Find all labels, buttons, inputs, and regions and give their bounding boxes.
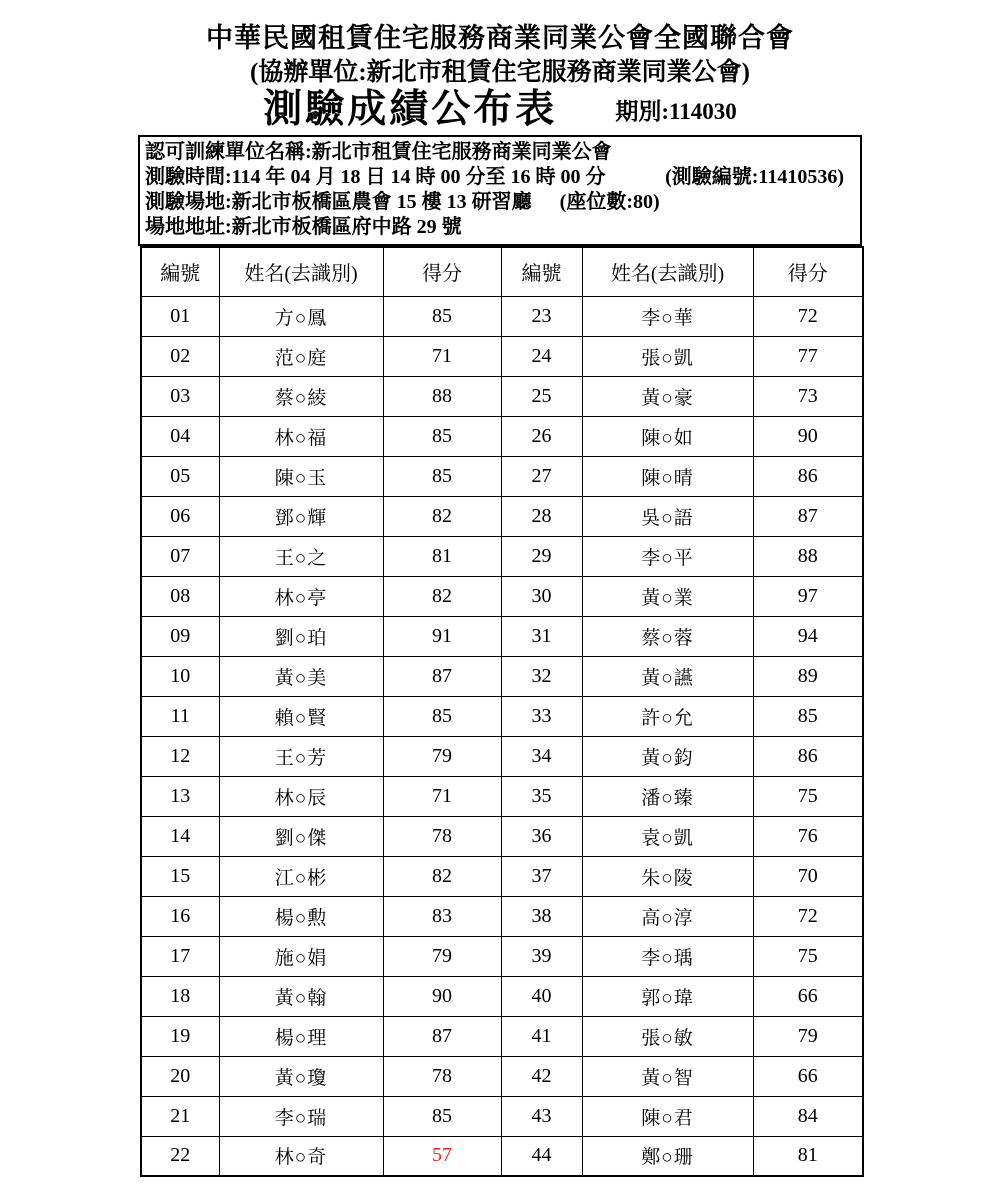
- score-cell: 90: [383, 976, 501, 1016]
- header-row: [141, 247, 863, 296]
- name-cell: 賴○賢: [219, 696, 383, 736]
- name-cell: 黃○美: [219, 656, 383, 696]
- name-cell: 蔡○綾: [219, 376, 383, 416]
- name-cell: 郭○瑋: [582, 976, 753, 1016]
- name-cell: 黃○鈞: [582, 736, 753, 776]
- name-cell: 楊○理: [219, 1016, 383, 1056]
- seat-number-cell: 37: [501, 856, 582, 896]
- info-line-address: [145, 215, 852, 240]
- exam-number-text: (測驗編號:11410536): [665, 166, 844, 188]
- name-cell: 王○芳: [219, 736, 383, 776]
- table-row: [141, 416, 863, 456]
- seat-number-cell: 34: [501, 736, 582, 776]
- seat-number-cell: 16: [141, 896, 219, 936]
- score-cell: 94: [753, 616, 863, 656]
- seat-number-cell: 17: [141, 936, 219, 976]
- score-cell: 85: [383, 416, 501, 456]
- score-cell: 82: [383, 856, 501, 896]
- name-cell: 許○允: [582, 696, 753, 736]
- score-cell: 82: [383, 576, 501, 616]
- name-cell: 張○敏: [582, 1016, 753, 1056]
- seat-number-cell: 18: [141, 976, 219, 1016]
- name-cell: 林○辰: [219, 776, 383, 816]
- seat-number-cell: 21: [141, 1096, 219, 1136]
- score-cell: 91: [383, 616, 501, 656]
- score-table: [140, 246, 864, 1177]
- venue-text: 測驗場地:新北市板橋區農會 15 樓 13 研習廳: [145, 191, 532, 213]
- seat-number-cell: 20: [141, 1056, 219, 1096]
- name-cell: 李○華: [582, 296, 753, 336]
- table-row: [141, 976, 863, 1016]
- seat-number-cell: 22: [141, 1136, 219, 1176]
- seat-number-cell: 31: [501, 616, 582, 656]
- seat-number-cell: 24: [501, 336, 582, 376]
- column-header: 得分: [383, 247, 501, 296]
- info-line-exam-time: [145, 165, 852, 190]
- column-header: 姓名(去識別): [219, 247, 383, 296]
- score-cell: 85: [753, 696, 863, 736]
- name-cell: 張○凱: [582, 336, 753, 376]
- table-row: [141, 656, 863, 696]
- seat-number-cell: 43: [501, 1096, 582, 1136]
- table-row: [141, 1016, 863, 1056]
- info-line-training-unit: [145, 140, 852, 165]
- score-cell: 75: [753, 776, 863, 816]
- score-cell: 66: [753, 1056, 863, 1096]
- seat-number-cell: 10: [141, 656, 219, 696]
- table-row: [141, 376, 863, 416]
- score-cell: 79: [383, 736, 501, 776]
- score-cell: 85: [383, 1096, 501, 1136]
- score-cell: 97: [753, 576, 863, 616]
- table-row: [141, 336, 863, 376]
- table-row: [141, 1136, 863, 1176]
- score-cell: 71: [383, 336, 501, 376]
- score-cell: 72: [753, 896, 863, 936]
- name-cell: 鄧○輝: [219, 496, 383, 536]
- name-cell: 黃○業: [582, 576, 753, 616]
- seat-number-cell: 13: [141, 776, 219, 816]
- seat-number-cell: 38: [501, 896, 582, 936]
- seat-number-cell: 40: [501, 976, 582, 1016]
- seat-number-cell: 41: [501, 1016, 582, 1056]
- score-cell: 85: [383, 696, 501, 736]
- score-cell: 79: [753, 1016, 863, 1056]
- name-cell: 黃○讌: [582, 656, 753, 696]
- seat-number-cell: 44: [501, 1136, 582, 1176]
- score-cell: 84: [753, 1096, 863, 1136]
- seat-number-cell: 03: [141, 376, 219, 416]
- score-cell: 86: [753, 736, 863, 776]
- period-label: 期別:114030: [615, 99, 737, 124]
- table-row: [141, 736, 863, 776]
- name-cell: 劉○傑: [219, 816, 383, 856]
- seat-number-cell: 33: [501, 696, 582, 736]
- seat-number-cell: 25: [501, 376, 582, 416]
- score-cell: 81: [753, 1136, 863, 1176]
- name-cell: 吳○語: [582, 496, 753, 536]
- table-row: [141, 456, 863, 496]
- name-cell: 林○福: [219, 416, 383, 456]
- name-cell: 蔡○蓉: [582, 616, 753, 656]
- score-cell: 83: [383, 896, 501, 936]
- name-cell: 陳○君: [582, 1096, 753, 1136]
- table-row: [141, 1096, 863, 1136]
- seat-number-cell: 05: [141, 456, 219, 496]
- name-cell: 袁○凱: [582, 816, 753, 856]
- name-cell: 陳○玉: [219, 456, 383, 496]
- table-row: [141, 296, 863, 336]
- table-header: [141, 247, 863, 296]
- seat-number-cell: 32: [501, 656, 582, 696]
- column-header: 編號: [141, 247, 219, 296]
- name-cell: 林○亭: [219, 576, 383, 616]
- seat-number-cell: 28: [501, 496, 582, 536]
- seat-number-cell: 30: [501, 576, 582, 616]
- table-row: [141, 496, 863, 536]
- info-line-venue: [145, 190, 852, 215]
- seat-number-cell: 15: [141, 856, 219, 896]
- table-row: [141, 776, 863, 816]
- exam-time-text: 測驗時間:114 年 04 月 18 日 14 時 00 分至 16 時 00 分: [145, 166, 606, 188]
- table-row: [141, 576, 863, 616]
- name-cell: 潘○臻: [582, 776, 753, 816]
- score-cell: 88: [753, 536, 863, 576]
- seat-number-cell: 23: [501, 296, 582, 336]
- table-row: [141, 1056, 863, 1096]
- score-cell: 81: [383, 536, 501, 576]
- name-cell: 鄭○珊: [582, 1136, 753, 1176]
- table-row: [141, 536, 863, 576]
- seat-number-cell: 42: [501, 1056, 582, 1096]
- table-body: [141, 296, 863, 1176]
- table-row: [141, 696, 863, 736]
- name-cell: 王○之: [219, 536, 383, 576]
- name-cell: 李○瑀: [582, 936, 753, 976]
- score-cell: 77: [753, 336, 863, 376]
- score-cell: 78: [383, 816, 501, 856]
- seat-number-cell: 19: [141, 1016, 219, 1056]
- name-cell: 劉○珀: [219, 616, 383, 656]
- exam-info-box: [138, 135, 862, 246]
- table-row: [141, 616, 863, 656]
- score-cell: 85: [383, 296, 501, 336]
- score-cell: 78: [383, 1056, 501, 1096]
- seat-number-cell: 29: [501, 536, 582, 576]
- seat-number-cell: 07: [141, 536, 219, 576]
- co-organizer-line: (協辦單位:新北市租賃住宅服務商業同業公會): [250, 59, 750, 86]
- training-unit-text: 認可訓練單位名稱:新北市租賃住宅服務商業同業公會: [145, 141, 612, 163]
- score-cell: 87: [383, 656, 501, 696]
- table-row: [141, 896, 863, 936]
- name-cell: 江○彬: [219, 856, 383, 896]
- name-cell: 黃○翰: [219, 976, 383, 1016]
- score-cell: 71: [383, 776, 501, 816]
- name-cell: 朱○陵: [582, 856, 753, 896]
- score-cell: 57: [383, 1136, 501, 1176]
- name-cell: 高○淳: [582, 896, 753, 936]
- seat-number-cell: 35: [501, 776, 582, 816]
- table-row: [141, 936, 863, 976]
- score-cell: 88: [383, 376, 501, 416]
- seat-count-text: (座位數:80): [559, 191, 660, 213]
- seat-number-cell: 02: [141, 336, 219, 376]
- score-cell: 87: [753, 496, 863, 536]
- score-cell: 70: [753, 856, 863, 896]
- table-row: [141, 816, 863, 856]
- address-text: 場地地址:新北市板橋區府中路 29 號: [145, 216, 462, 238]
- score-cell: 85: [383, 456, 501, 496]
- score-cell: 73: [753, 376, 863, 416]
- score-cell: 75: [753, 936, 863, 976]
- name-cell: 范○庭: [219, 336, 383, 376]
- name-cell: 方○鳳: [219, 296, 383, 336]
- column-header: 得分: [753, 247, 863, 296]
- seat-number-cell: 01: [141, 296, 219, 336]
- seat-number-cell: 04: [141, 416, 219, 456]
- score-cell: 86: [753, 456, 863, 496]
- name-cell: 陳○晴: [582, 456, 753, 496]
- seat-number-cell: 12: [141, 736, 219, 776]
- seat-number-cell: 08: [141, 576, 219, 616]
- name-cell: 施○娟: [219, 936, 383, 976]
- column-header: 編號: [501, 247, 582, 296]
- column-header: 姓名(去識別): [582, 247, 753, 296]
- score-cell: 89: [753, 656, 863, 696]
- organization-title: 中華民國租賃住宅服務商業同業公會全國聯合會: [206, 23, 794, 53]
- seat-number-cell: 14: [141, 816, 219, 856]
- score-cell: 87: [383, 1016, 501, 1056]
- page-title: 測驗成績公布表: [263, 88, 558, 131]
- seat-number-cell: 11: [141, 696, 219, 736]
- seat-number-cell: 09: [141, 616, 219, 656]
- seat-number-cell: 39: [501, 936, 582, 976]
- score-cell: 82: [383, 496, 501, 536]
- score-cell: 72: [753, 296, 863, 336]
- title-row: [0, 88, 1000, 132]
- name-cell: 黃○瓊: [219, 1056, 383, 1096]
- score-cell: 90: [753, 416, 863, 456]
- name-cell: 陳○如: [582, 416, 753, 456]
- score-cell: 66: [753, 976, 863, 1016]
- seat-number-cell: 27: [501, 456, 582, 496]
- score-cell: 79: [383, 936, 501, 976]
- table-row: [141, 856, 863, 896]
- name-cell: 林○奇: [219, 1136, 383, 1176]
- name-cell: 李○瑞: [219, 1096, 383, 1136]
- seat-number-cell: 06: [141, 496, 219, 536]
- seat-number-cell: 26: [501, 416, 582, 456]
- name-cell: 黃○豪: [582, 376, 753, 416]
- name-cell: 楊○勲: [219, 896, 383, 936]
- name-cell: 李○平: [582, 536, 753, 576]
- name-cell: 黃○智: [582, 1056, 753, 1096]
- seat-number-cell: 36: [501, 816, 582, 856]
- score-cell: 76: [753, 816, 863, 856]
